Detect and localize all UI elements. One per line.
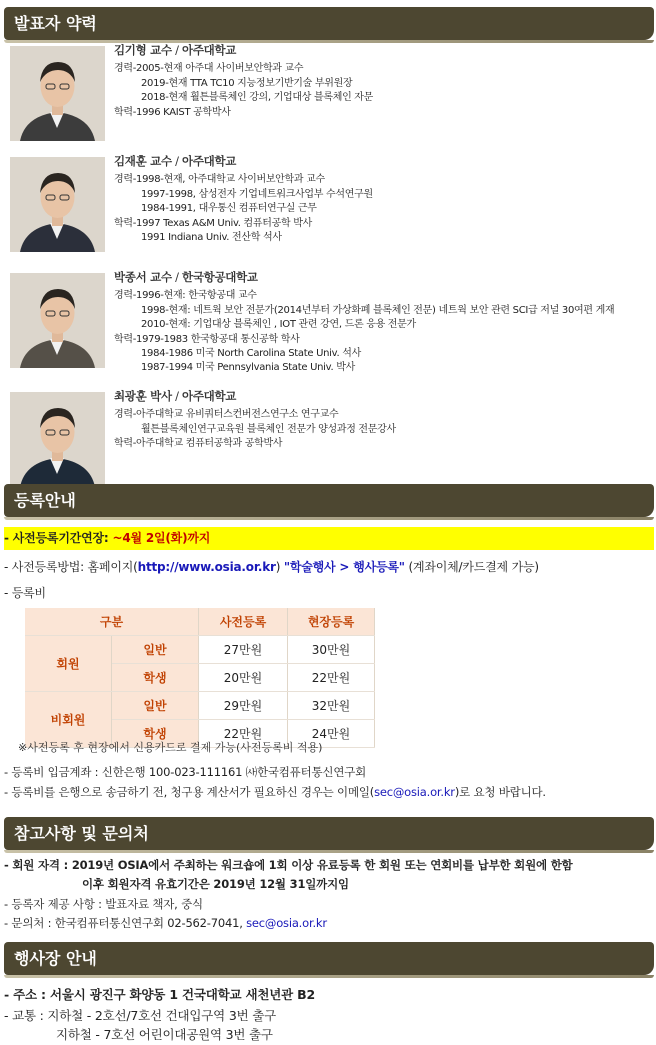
fee-header-pre: 사전등록 — [199, 608, 288, 636]
portrait-icon — [10, 273, 105, 368]
fee-members: 회원 — [25, 636, 112, 692]
fee-cell: 22만원 — [288, 664, 375, 692]
speaker-bio-line: 1984-1986 미국 North Carolina State Univ. 석사 — [141, 348, 361, 360]
speaker-bio — [114, 154, 373, 245]
speaker-bio-line: 학력-1979-1983 한국항공대 통신공학 학사 — [114, 333, 300, 345]
speaker-affiliation: 아주대학교 — [182, 389, 237, 403]
homepage-link[interactable]: http://www.osia.or.kr — [137, 560, 276, 574]
venue-transport-2: 지하철 - 7호선 어린이대공원역 3번 출구 — [56, 1027, 273, 1042]
fee-cell: 22만원 — [199, 720, 288, 748]
venue-address: - 주소 : 서울시 광진구 화양동 1 건국대학교 새천년관 B2 — [4, 987, 315, 1002]
portrait-icon — [10, 157, 105, 252]
contact-info: - 문의처 : 한국컴퓨터통신연구회 02-562-7041, sec@osia.or.kr — [4, 916, 327, 930]
bank-account: - 등록비 입금계좌 : 신한은행 100-023-111161 ㈔한국컴퓨터통신연구회 — [4, 765, 367, 779]
speaker-photo — [10, 273, 105, 368]
provided-items: - 등록자 제공 사항 : 발표자료 책자, 중식 — [4, 897, 203, 911]
speaker-affiliation: 아주대학교 — [182, 154, 237, 168]
membership-qualification: - 회원 자격 : 2019년 OSIA에서 주최하는 워크숍에 1회 이상 유료등록 한 회원 또는 연회비를 납부한 회원에 한함 — [4, 858, 573, 872]
speaker-bio-line: 학력-1997 Texas A&M Univ. 컴퓨터공학 박사 — [114, 217, 312, 229]
speaker-photo — [10, 46, 105, 141]
speaker-bio — [114, 43, 373, 120]
speaker-name: 김기형 교수 / 아주대학교 — [114, 43, 237, 57]
speaker-bio-line: 2010-현재: 기업대상 블록체인 , IOT 관련 강연, 드론 응용 전문가 — [141, 319, 416, 331]
fee-header-onsite: 현장등록 — [288, 608, 375, 636]
registration-deadline: - 사전등록기간연장: ~4월 2일(화)까지 — [4, 527, 654, 550]
fee-table — [25, 608, 375, 748]
fee-cell: 20만원 — [199, 664, 288, 692]
contact-email-link[interactable]: sec@osia.or.kr — [246, 916, 327, 930]
speaker-bio-line: 2019-현재 TTA TC10 지능정보기반기술 부위원장 — [141, 77, 353, 89]
fee-general: 일반 — [112, 692, 199, 720]
speaker-bio-line: 학력-1996 KAIST 공학박사 — [114, 106, 231, 118]
speaker-bio — [114, 270, 614, 376]
speaker-photo — [10, 157, 105, 252]
fee-cell: 27만원 — [199, 636, 288, 664]
section-header-venue: 행사장 안내 — [4, 942, 654, 975]
portrait-icon — [10, 392, 105, 487]
speaker-bio-line: 1987-1994 미국 Pennsylvania State Univ. 박사 — [141, 362, 355, 374]
speaker-name: 김재훈 교수 / 아주대학교 — [114, 154, 237, 168]
speaker-bio-line: 1984-1991, 대우통신 컴퓨터연구실 근무 — [141, 203, 317, 215]
section-header-notes: 참고사항 및 문의처 — [4, 817, 654, 850]
fee-student: 학생 — [112, 664, 199, 692]
registration-method: - 사전등록방법: 홈페이지(http://www.osia.or.kr) "학술행사 > 행사등록" (계좌이체/카드결제 가능) — [4, 560, 539, 574]
section-header-registration: 등록안내 — [4, 484, 654, 517]
speaker-affiliation: 한국항공대학교 — [182, 270, 258, 284]
speaker-name: 최광훈 박사 / 아주대학교 — [114, 389, 237, 403]
speaker-bio-line: 1991 Indiana Univ. 전산학 석사 — [141, 232, 282, 244]
fee-label: - 등록비 — [4, 586, 46, 600]
invoice-email-link[interactable]: sec@osia.or.kr — [374, 785, 455, 799]
venue-transport-1: - 교통 : 지하철 - 2호선/7호선 건대입구역 3번 출구 — [4, 1008, 276, 1023]
section-header-speakers: 발표자 약력 — [4, 7, 654, 40]
fee-student: 학생 — [112, 720, 199, 748]
portrait-icon — [10, 46, 105, 141]
speaker-bio-line: 훨튼블록체인연구교육원 블록체인 전문가 양성과정 전문강사 — [141, 423, 396, 435]
speaker-bio-line: 경력-아주대학교 유비쿼터스컨버전스연구소 연구교수 — [114, 409, 339, 421]
speaker-photo — [10, 392, 105, 487]
fee-cell: 30만원 — [288, 636, 375, 664]
event-registration-path: "학술행사 > 행사등록" — [283, 560, 405, 574]
fee-nonmembers: 비회원 — [25, 692, 112, 748]
speaker-bio-line: 경력-1998-현재, 아주대학교 사이버보안학과 교수 — [114, 174, 325, 186]
fee-cell: 32만원 — [288, 692, 375, 720]
deadline-value: ~4월 2일(화)까지 — [112, 531, 211, 545]
fee-header-category: 구분 — [25, 608, 199, 636]
speaker-bio-line: 경력-2005-현재 아주대 사이버보안학과 교수 — [114, 63, 304, 75]
speaker-bio-line: 2018-현재 훨튼블록체인 강의, 기업대상 블록체인 자문 — [141, 92, 374, 104]
invoice-info: - 등록비를 은행으로 송금하기 전, 청구용 계산서가 필요하신 경우는 이메일(sec@osia.or.kr)로 요청 바랍니다. — [4, 785, 546, 799]
fee-table-note: ※사전등록 후 현장에서 신용카드로 결제 가능(사전등록비 적용) — [18, 741, 323, 754]
speaker-bio-line: 학력-아주대학교 컴퓨터공학과 공학박사 — [114, 438, 283, 450]
speaker-bio-line: 경력-1996-현재: 한국항공대 교수 — [114, 290, 257, 302]
speaker-bio-line: 1998-현재: 네트웍 보안 전문가(2014년부터 가상화폐 블록체인 전문) 네트웍 보안 관련 SCI급 저널 30여편 게재 — [141, 304, 615, 316]
speaker-bio — [114, 389, 396, 452]
speaker-affiliation: 아주대학교 — [182, 43, 237, 57]
speaker-bio-line: 1997-1998, 삼성전자 기업네트워크사업부 수석연구원 — [141, 188, 373, 200]
fee-general: 일반 — [112, 636, 199, 664]
speaker-name: 박종서 교수 / 한국항공대학교 — [114, 270, 258, 284]
fee-cell: 29만원 — [199, 692, 288, 720]
fee-cell: 24만원 — [288, 720, 375, 748]
membership-validity: 이후 회원자격 유효기간은 2019년 12월 31일까지임 — [82, 877, 349, 891]
